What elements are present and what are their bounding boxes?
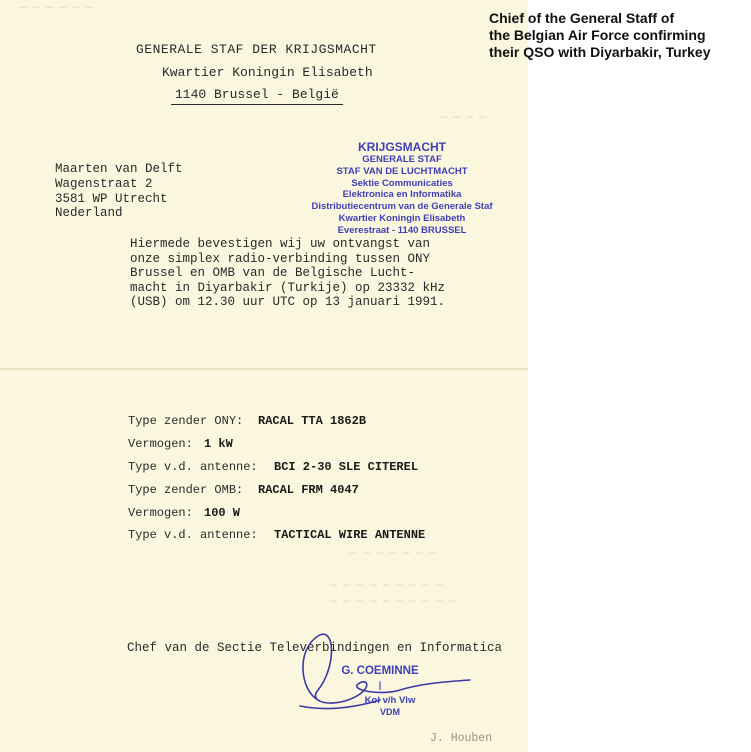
letterhead-title: GENERALE STAF DER KRIJGSMACHT <box>136 42 377 57</box>
typed-signatory-name: J. Houben <box>430 732 493 745</box>
spec-value: 100 W <box>204 506 241 520</box>
recipient-name: Maarten van Delft <box>55 162 183 176</box>
stamp-line: KRIJGSMACHT <box>357 140 446 154</box>
spec-label: Type zender ONY: <box>128 414 244 428</box>
bleed-through-text: — — — — — — — — — <box>330 580 443 592</box>
recipient-street: Wagenstraat 2 <box>55 177 153 191</box>
spec-value: RACAL FRM 4047 <box>258 483 359 497</box>
bleed-through-text: — — — — — — — <box>350 548 436 560</box>
bleed-through-text: — — — — <box>440 112 487 124</box>
body-line: (USB) om 12.30 uur UTC op 13 januari 1991. <box>130 295 446 309</box>
stamp-line: GENERALE STAF <box>362 154 442 165</box>
recipient-city: 3581 WP Utrecht <box>55 192 168 206</box>
signature-stamp-mark: | <box>378 680 382 690</box>
stamp-line: STAF VAN DE LUCHTMACHT <box>336 165 468 177</box>
caption-line: their QSO with Diyarbakir, Turkey <box>489 44 711 60</box>
signature-stamp-name: G. COEMINNE <box>341 665 419 677</box>
body-line: Brussel en OMB van de Belgische Lucht- <box>130 266 416 280</box>
bleed-through-text: — — — — — — <box>20 2 93 14</box>
spec-label: Vermogen: <box>128 437 193 451</box>
letterhead-subtitle: Kwartier Koningin Elisabeth <box>162 65 373 80</box>
stamp-line: Everestraat - 1140 BRUSSEL <box>337 224 467 236</box>
spec-label: Type v.d. antenne: <box>128 528 258 542</box>
stamp-line: Elektronica en Informatika <box>342 189 462 201</box>
spec-value: BCI 2-30 SLE CITEREL <box>274 460 419 474</box>
stamp-line: Distributiecentrum van de Generale Staf <box>311 201 493 213</box>
caption-line: Chief of the General Staff of <box>489 10 675 26</box>
letterhead-address: 1140 Brussel - België <box>175 87 339 102</box>
body-line: Hiermede bevestigen wij uw ontvangst van <box>130 237 431 251</box>
spec-value: 1 kW <box>204 437 233 451</box>
stamp-line: Kwartier Koningin Elisabeth <box>338 212 466 224</box>
caption <box>489 10 745 61</box>
spec-value: RACAL TTA 1862B <box>258 414 367 428</box>
spec-label: Type v.d. antenne: <box>128 460 258 474</box>
signature-stamp-unit: VDM <box>380 707 400 717</box>
stamp-line: Sektie Communicaties <box>351 177 453 189</box>
body-line: onze simplex radio-verbinding tussen ONY <box>130 252 431 266</box>
caption-line: the Belgian Air Force confirming <box>489 27 706 43</box>
bleed-through-text: — — — — — — — — — — <box>330 596 456 608</box>
recipient-country: Nederland <box>55 206 123 220</box>
signatory-title: Chef van de Sectie Televerbindingen en Informatica <box>127 641 503 655</box>
spec-value: TACTICAL WIRE ANTENNE <box>274 528 426 542</box>
body-line: macht in Diyarbakir (Turkije) op 23332 kHz <box>130 281 446 295</box>
spec-label: Vermogen: <box>128 506 193 520</box>
spec-label: Type zender OMB: <box>128 483 244 497</box>
signature-stamp-rank: Kol v/h Vlw <box>364 695 416 706</box>
